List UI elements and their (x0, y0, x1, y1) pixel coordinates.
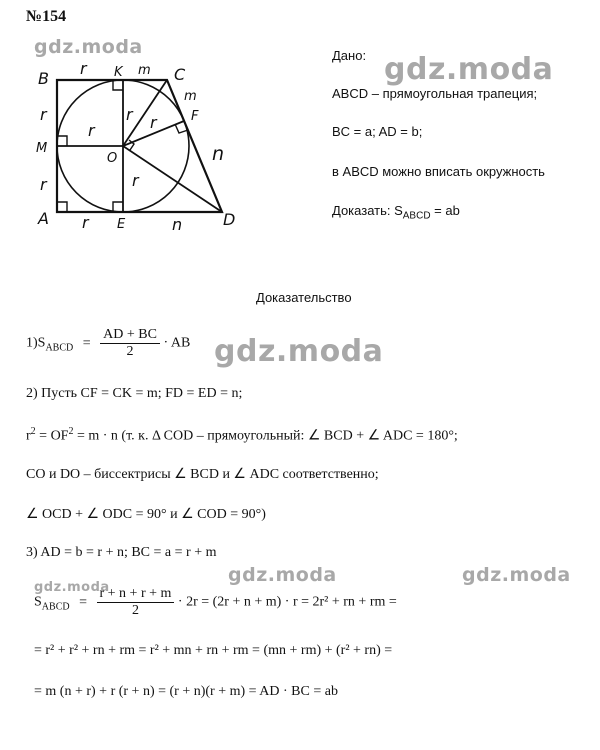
trapezoid-figure (0, 0, 300, 245)
proof-step-6: 3) AD = b = r + n; BC = a = r + m (26, 545, 217, 560)
given-title: Дано: (332, 48, 367, 63)
watermark-bottom-left: gdz.moda (34, 580, 110, 595)
given-line-1: ABCD – прямоугольная трапеция; (332, 86, 538, 101)
proof-step-1: $1)S_{ABCD}$ = $\frac{AD + BC}{2}$ · AB (26, 327, 191, 359)
proof-title: Доказательство (256, 290, 352, 305)
watermark-figure: gdz.moda (34, 36, 143, 58)
task-number: №154 (26, 8, 67, 25)
right-angle-a (57, 202, 67, 212)
right-angle-k (113, 80, 123, 90)
label-O: O (107, 151, 118, 166)
label-D: D (223, 210, 236, 229)
watermark-proof: gdz.moda (214, 334, 384, 369)
watermark-bottom-right: gdz.moda (462, 564, 571, 586)
proof-step-3: $r^2 = OF^2 = m \cdot n$ (т. к. Δ COD – прямоугольный: ∠ BCD + ∠ ADC = 180°; (26, 426, 458, 444)
label-r-bk: r (80, 59, 87, 78)
label-r-ae: r (82, 213, 89, 232)
label-E: E (117, 217, 126, 232)
watermark-bottom-center: gdz.moda (228, 564, 337, 586)
proof-step-4: CO и DO – биссектрисы ∠ BCD и ∠ ADC соответственно; (26, 467, 379, 482)
prove-statement: Доказать: $S_{ABCD}$ = ab (332, 203, 460, 222)
given-line-3: в ABCD можно вписать окружность (332, 164, 545, 179)
label-M: M (36, 141, 48, 156)
label-F: F (191, 109, 199, 124)
right-angle-m (57, 136, 67, 146)
label-n-fd: n (212, 143, 225, 165)
given-line-2: BC = a; AD = b; (332, 124, 423, 139)
label-m-kc: m (138, 63, 151, 78)
proof-step-8: = r² + r² + rn + rm = r² + mn + rn + rm = (mn + rm) + (r² + rn) = (34, 643, 393, 658)
label-A: A (38, 209, 49, 228)
label-m-cf: m (184, 89, 197, 104)
proof-step-2: 2) Пусть CF = CK = m; FD = ED = n; (26, 386, 243, 401)
label-r-of: r (150, 113, 157, 132)
proof-step-7: $S_{ABCD}$ = $\frac{r + n + r + m}{2}$ · 2r = (2r + n + m) · r = 2r² + rn + rm = (34, 586, 397, 618)
right-angle-e (113, 202, 123, 212)
label-C: C (174, 65, 186, 84)
label-B: B (38, 69, 49, 88)
label-r-bm: r (40, 105, 47, 124)
label-r-ok: r (126, 105, 133, 124)
label-r-om: r (88, 121, 95, 140)
label-K: K (114, 65, 123, 80)
proof-step-9: = m (n + r) + r (r + n) = (r + n)(r + m) = AD · BC = ab (34, 684, 338, 699)
proof-step-5: ∠ OCD + ∠ ODC = 90° и ∠ COD = 90°) (26, 507, 266, 522)
label-r-oe: r (132, 171, 139, 190)
label-r-ma: r (40, 175, 47, 194)
label-n-ed: n (172, 215, 183, 234)
watermark-given: gdz.moda (384, 52, 554, 87)
